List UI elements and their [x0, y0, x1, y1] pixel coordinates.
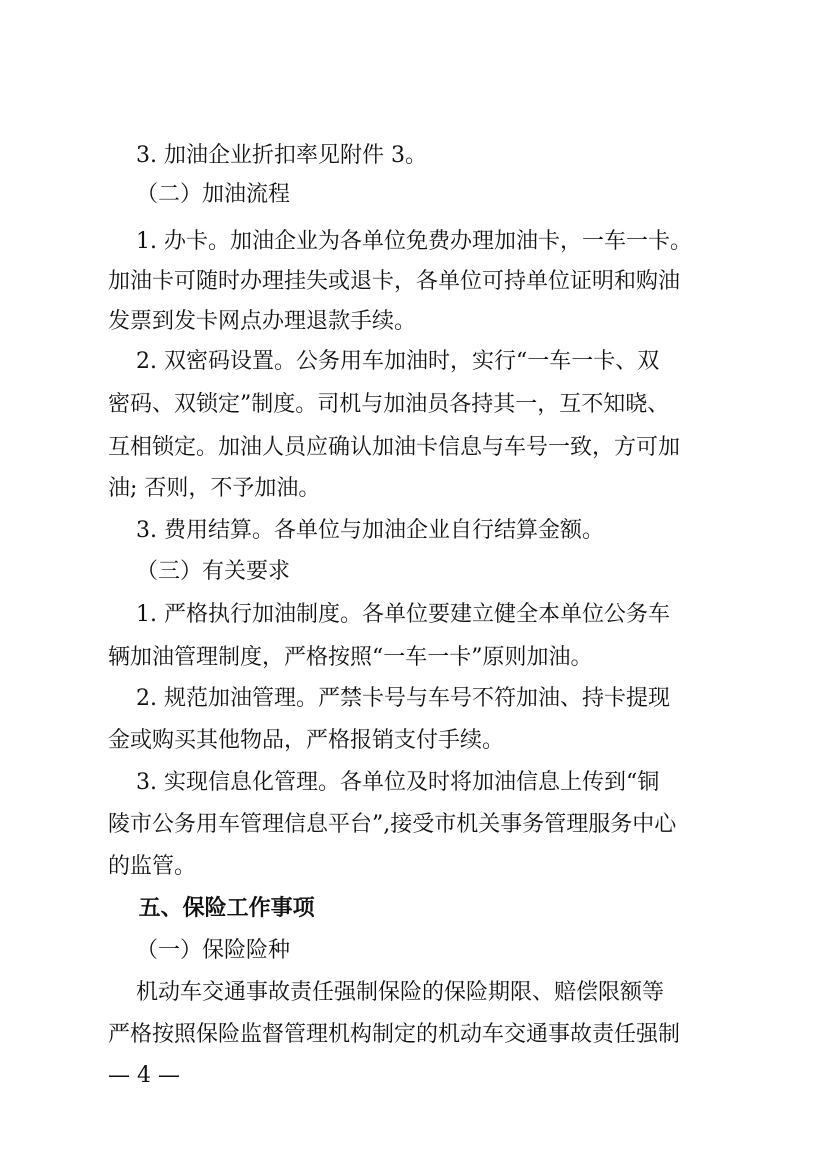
- paragraph-line: 辆加油管理制度，严格按照“一车一卡”原则加油。: [108, 645, 593, 670]
- paragraph-line: 互相锁定。加油人员应确认加油卡信息与车号一致，方可加: [108, 435, 681, 460]
- paragraph-line: 3. 加油企业折扣率见附件 3。: [108, 143, 427, 168]
- paragraph-line: 机动车交通事故责任强制保险的保险期限、赔偿限额等: [108, 980, 664, 1005]
- section-heading: 五、保险工作事项: [108, 896, 315, 921]
- paragraph-line: 金或购买其他物品，严格报销支付手续。: [108, 728, 505, 753]
- subheading: （二）加油流程: [108, 182, 290, 207]
- paragraph-line: 3. 实现信息化管理。各单位及时将加油信息上传到“铜: [108, 770, 660, 795]
- paragraph-line: 2. 规范加油管理。严禁卡号与车号不符加油、持卡提现: [108, 686, 670, 711]
- paragraph-line: 密码、双锁定”制度。司机与加油员各持其一，互不知晓、: [108, 392, 670, 417]
- paragraph-line: 的监管。: [108, 854, 197, 879]
- subheading: （一）保险险种: [108, 938, 290, 963]
- paragraph-line: 1. 严格执行加油制度。各单位要建立健全本单位公务车: [108, 602, 670, 627]
- paragraph-line: 加油卡可随时办理挂失或退卡，各单位可持单位证明和购油: [108, 269, 681, 294]
- paragraph-line: 2. 双密码设置。公务用车加油时，实行“一车一卡、双: [108, 349, 660, 374]
- subheading: （三）有关要求: [108, 559, 290, 584]
- paragraph-line: 严格按照保险监督管理机构制定的机动车交通事故责任强制: [108, 1022, 681, 1047]
- page-number: — 4 —: [108, 1063, 180, 1088]
- paragraph-line: 发票到发卡网点办理退款手续。: [108, 309, 417, 334]
- paragraph-line: 3. 费用结算。各单位与加油企业自行结算金额。: [108, 518, 604, 543]
- paragraph-line: 1. 办卡。加油企业为各单位免费办理加油卡，一车一卡。: [108, 229, 692, 254]
- paragraph-line: 油; 否则，不予加油。: [108, 476, 321, 501]
- paragraph-line: 陵市公务用车管理信息平台”,接受市机关事务管理服务中心: [108, 812, 677, 837]
